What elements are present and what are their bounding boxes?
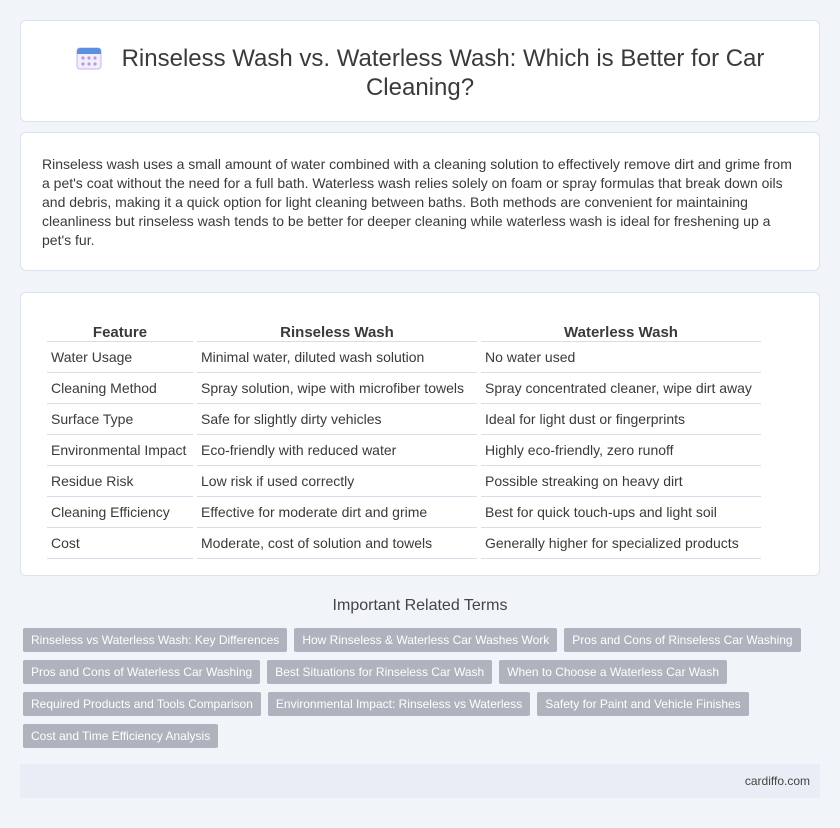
- cell-waterless: Highly eco-friendly, zero runoff: [481, 435, 761, 466]
- column-header-feature: Feature: [47, 315, 193, 342]
- table-header-row: [47, 315, 761, 342]
- header-card: [20, 20, 820, 122]
- cell-feature: Cleaning Efficiency: [47, 497, 193, 528]
- cell-feature: Water Usage: [47, 342, 193, 373]
- cell-waterless: Generally higher for specialized products: [481, 528, 761, 559]
- cell-waterless: Possible streaking on heavy dirt: [481, 466, 761, 497]
- cell-rinseless: Effective for moderate dirt and grime: [197, 497, 477, 528]
- comparison-table-card: [20, 292, 820, 576]
- table-row: [47, 466, 761, 497]
- related-term-tag[interactable]: Pros and Cons of Rinseless Car Washing: [564, 628, 800, 652]
- related-terms-heading: Important Related Terms: [332, 597, 508, 614]
- cell-waterless: No water used: [481, 342, 761, 373]
- cell-feature: Cost: [47, 528, 193, 559]
- cell-feature: Residue Risk: [47, 466, 193, 497]
- footer: [20, 764, 820, 798]
- related-term-tag[interactable]: Environmental Impact: Rinseless vs Waterless: [268, 692, 530, 716]
- cell-rinseless: Moderate, cost of solution and towels: [197, 528, 477, 559]
- related-term-tag[interactable]: Pros and Cons of Waterless Car Washing: [23, 660, 260, 684]
- related-term-tag[interactable]: When to Choose a Waterless Car Wash: [499, 660, 727, 684]
- comparison-table: [43, 315, 765, 559]
- column-header-rinseless: Rinseless Wash: [197, 315, 477, 342]
- related-term-tag[interactable]: Safety for Paint and Vehicle Finishes: [537, 692, 748, 716]
- cell-rinseless: Minimal water, diluted wash solution: [197, 342, 477, 373]
- related-term-tag[interactable]: Cost and Time Efficiency Analysis: [23, 724, 218, 748]
- cell-waterless: Spray concentrated cleaner, wipe dirt away: [481, 373, 761, 404]
- calendar-icon: [76, 46, 102, 70]
- table-row: [47, 528, 761, 559]
- table-row: [47, 435, 761, 466]
- cell-feature: Cleaning Method: [47, 373, 193, 404]
- cell-feature: Surface Type: [47, 404, 193, 435]
- related-term-tag[interactable]: Rinseless vs Waterless Wash: Key Differences: [23, 628, 287, 652]
- cell-rinseless: Low risk if used correctly: [197, 466, 477, 497]
- table-row: [47, 373, 761, 404]
- cell-rinseless: Eco-friendly with reduced water: [197, 435, 477, 466]
- related-term-tag[interactable]: Best Situations for Rinseless Car Wash: [267, 660, 492, 684]
- table-row: [47, 342, 761, 373]
- page-title: Rinseless Wash vs. Waterless Wash: Which is Better for Car Cleaning?: [121, 45, 765, 101]
- table-row: [47, 497, 761, 528]
- cell-waterless: Ideal for light dust or fingerprints: [481, 404, 761, 435]
- column-header-waterless: Waterless Wash: [481, 315, 761, 342]
- cell-feature: Environmental Impact: [47, 435, 193, 466]
- intro-card: [20, 132, 820, 271]
- footer-site-name: cardiffo.com: [744, 774, 810, 788]
- cell-rinseless: Spray solution, wipe with microfiber towels: [197, 373, 477, 404]
- related-terms-list: [23, 628, 823, 748]
- page-title-wrap: [61, 44, 779, 102]
- related-term-tag[interactable]: Required Products and Tools Comparison: [23, 692, 261, 716]
- cell-waterless: Best for quick touch-ups and light soil: [481, 497, 761, 528]
- cell-rinseless: Safe for slightly dirty vehicles: [197, 404, 477, 435]
- related-term-tag[interactable]: How Rinseless & Waterless Car Washes Work: [294, 628, 557, 652]
- intro-paragraph: Rinseless wash uses a small amount of water combined with a cleaning solution to effectively remove dirt and grime from a pet's coat without the need for a full bath. Waterless wash relies solely on foam or spray formulas that break down oils and debris, making it a quick option for light cleaning between baths. Both methods are convenient for maintaining cleanliness but rinseless wash tends to be better for deeper cleaning while waterless wash is ideal for freshening up a pet's fur.: [42, 156, 792, 248]
- table-row: [47, 404, 761, 435]
